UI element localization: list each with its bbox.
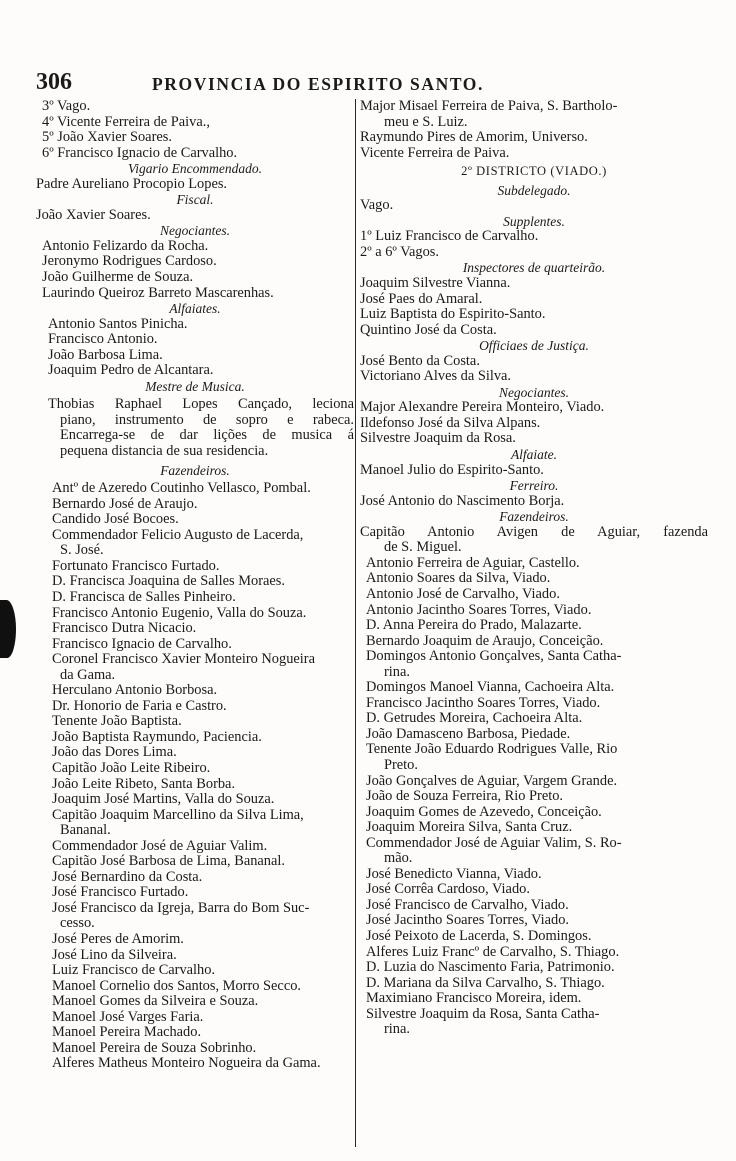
section-heading: Fazendeiros.	[499, 509, 569, 525]
entry-line: Raymundo Pires de Amorim, Universo.	[360, 130, 588, 146]
left-column	[36, 99, 354, 1072]
entry-line: João de Souza Ferreira, Rio Preto.	[366, 789, 564, 805]
entry-line: Antonio Jacintho Soares Torres, Viado.	[366, 602, 592, 618]
entry-line: Commendador Felicio Augusto de Lacerda,	[52, 527, 304, 543]
entry-line: José Lino da Silveira.	[52, 947, 177, 963]
entry-line: mão.	[384, 851, 413, 867]
entry-line: 2º a 6º Vagos.	[360, 244, 440, 260]
entry-line: José Jacintho Soares Torres, Viado.	[366, 913, 570, 929]
entry-line: Fortunato Francisco Furtado.	[52, 558, 220, 574]
entry-line: Major Alexandre Pereira Monteiro, Viado.	[360, 400, 605, 416]
entry-line: José Bento da Costa.	[360, 353, 480, 369]
entry-line: Ildefonso José da Silva Alpans.	[360, 415, 541, 431]
section-heading: Alfaiate.	[510, 447, 558, 463]
section-heading: Fiscal.	[176, 192, 214, 208]
entry-line: Tenente João Eduardo Rodrigues Valle, Rio	[366, 742, 618, 758]
entry-line: Antº de Azeredo Coutinho Vellasco, Pombal.	[52, 481, 311, 497]
entry-line: 5º João Xavier Soares.	[42, 130, 172, 146]
entry-line: João Xavier Soares.	[36, 207, 151, 223]
entry-line: Quintino José da Costa.	[360, 322, 497, 338]
entry-line: rina.	[384, 1022, 410, 1038]
entry-line: 6º Francisco Ignacio de Carvalho.	[42, 145, 238, 161]
entry-line: Bananal.	[60, 823, 111, 839]
entry-line: D. Getrudes Moreira, Cachoeira Alta.	[366, 711, 583, 727]
entry-line: José Corrêa Cardoso, Viado.	[366, 882, 530, 898]
entry-line: D. Luzia do Nascimento Faria, Patrimonio.	[366, 960, 615, 976]
entry-line: Manoel Julio do Espirito-Santo.	[360, 462, 544, 478]
entry-line: Manoel Pereira de Souza Sobrinho.	[52, 1040, 257, 1056]
entry-line: D. Francisca Joaquina de Salles Moraes.	[52, 574, 285, 590]
entry-line: Bernardo José de Araujo.	[52, 496, 198, 512]
entry-line: 1º Luiz Francisco de Carvalho.	[360, 229, 539, 245]
entry-line: 4º Vicente Ferreira de Paiva.,	[42, 114, 210, 130]
entry-line: Dr. Honorio de Faria e Castro.	[52, 698, 227, 714]
entry-line: João Damasceno Barbosa, Piedade.	[366, 726, 571, 742]
entry-line: Vicente Ferreira de Paiva.	[360, 145, 510, 161]
district-heading: 2º DISTRICTO (VIADO.)	[461, 164, 607, 179]
entry-line: Vago.	[360, 198, 394, 214]
entry-line: José Bernardino da Costa.	[52, 869, 203, 885]
entry-line: José Benedicto Vianna, Viado.	[366, 866, 542, 882]
entry-line: Antonio Ferreira de Aguiar, Castello.	[366, 555, 580, 571]
entry-line: Joaquim José Martins, Valla do Souza.	[52, 792, 275, 808]
entry-line: Manoel Pereira Machado.	[52, 1025, 202, 1041]
entry-line: Silvestre Joaquim da Rosa.	[360, 431, 516, 447]
entry-line: Joaquim Pedro de Alcantara.	[48, 363, 214, 379]
entry-line: Preto.	[384, 757, 418, 773]
entry-line: Commendador José de Aguiar Valim, S. Ro-	[366, 835, 622, 851]
entry-line: Capitão José Barbosa de Lima, Bananal.	[52, 854, 285, 870]
entry-line: Francisco Ignacio de Carvalho.	[52, 636, 232, 652]
entry-line: D. Anna Pereira do Prado, Malazarte.	[366, 618, 582, 634]
entry-line: Commendador José de Aguiar Valim.	[52, 838, 268, 854]
entry-line: Bernardo Joaquim de Araujo, Conceição.	[366, 633, 604, 649]
entry-line: Luiz Francisco de Carvalho.	[52, 963, 216, 979]
entry-line: José Antonio do Nascimento Borja.	[360, 493, 565, 509]
entry-line: Alferes Luiz Francº de Carvalho, S. Thiago.	[366, 944, 620, 960]
entry-line: Antonio José de Carvalho, Viado.	[366, 586, 560, 602]
entry-line: Manoel José Varges Faria.	[52, 1009, 204, 1025]
entry-line: José Francisco da Igreja, Barra do Bom Suc-	[52, 900, 310, 916]
entry-line: Antonio Felizardo da Rocha.	[42, 238, 209, 254]
section-heading: Negociantes.	[159, 223, 231, 239]
section-heading: Mestre de Musica.	[145, 378, 245, 394]
section-heading: Negociantes.	[498, 384, 570, 400]
entry-line: Capitão João Leite Ribeiro.	[52, 760, 211, 776]
page-header	[36, 70, 696, 94]
entry-line: Joaquim Moreira Silva, Santa Cruz.	[366, 820, 573, 836]
entry-line: meu e S. Luiz.	[384, 114, 468, 130]
entry-line: Alferes Matheus Monteiro Nogueira da Gama.	[52, 1056, 321, 1072]
entry-line: Candido José Bocoes.	[52, 512, 179, 528]
entry-line: José Peixoto de Lacerda, S. Domingos.	[366, 928, 592, 944]
entry-line: José Francisco de Carvalho, Viado.	[366, 897, 569, 913]
entry-line: Luiz Baptista do Espirito-Santo.	[360, 307, 546, 323]
section-heading: Fazendeiros.	[160, 462, 230, 478]
section-heading: Supplentes.	[503, 213, 565, 229]
section-heading: Officiaes de Justiça.	[479, 338, 589, 354]
entry-line: S. José.	[60, 543, 104, 559]
entry-line: da Gama.	[60, 667, 116, 683]
section-heading: Inspectores de quarteirão.	[462, 260, 606, 276]
entry-line: Francisco Dutra Nicacio.	[52, 621, 197, 637]
entry-line: João das Dores Lima.	[52, 745, 177, 761]
entry-line: João Barbosa Lima.	[48, 347, 163, 363]
column-divider	[355, 99, 356, 1147]
entry-line: João Baptista Raymundo, Paciencia.	[52, 729, 262, 745]
entry-line: D. Mariana da Silva Carvalho, S. Thiago.	[366, 975, 605, 991]
entry-line: Padre Aureliano Procopio Lopes.	[36, 176, 228, 192]
entry-line: Joaquim Silvestre Vianna.	[360, 276, 511, 292]
ink-blot	[0, 600, 16, 658]
entry-line: Manoel Cornelio dos Santos, Morro Secco.	[52, 978, 302, 994]
entry-line: Thobias Raphael Lopes Cançado, leciona	[48, 397, 354, 413]
entry-line: Domingos Manoel Vianna, Cachoeira Alta.	[366, 680, 615, 696]
entry-line: Coronel Francisco Xavier Monteiro Nogueira	[52, 652, 315, 668]
entry-line: Francisco Jacintho Soares Torres, Viado.	[366, 695, 601, 711]
entry-line: João Leite Ribeto, Santa Borba.	[52, 776, 236, 792]
entry-line: Capitão Joaquim Marcellino da Silva Lima,	[52, 807, 304, 823]
entry-line: Antonio Santos Pinicha.	[48, 316, 188, 332]
section-heading: Vigario Encommendado.	[128, 161, 262, 177]
entry-line: cesso.	[60, 916, 95, 932]
section-heading: Alfaiates.	[169, 301, 221, 317]
entry-line: José Paes do Amaral.	[360, 291, 483, 307]
entry-line: Antonio Soares da Silva, Viado.	[366, 571, 551, 587]
section-heading: Ferreiro.	[509, 478, 559, 494]
entry-line: 3º Vago.	[42, 99, 91, 114]
entry-line: Francisco Antonio.	[48, 332, 158, 348]
entry-line: José Francisco Furtado.	[52, 885, 189, 901]
entry-line: Encarrega-se de dar lições de musica á	[60, 428, 354, 444]
entry-line: rina.	[384, 664, 410, 680]
entry-line: Silvestre Joaquim da Rosa, Santa Catha-	[366, 1006, 600, 1022]
page-number: 306	[36, 69, 72, 95]
entry-line: José Peres de Amorim.	[52, 931, 184, 947]
entry-line: Jeronymo Rodrigues Cardoso.	[42, 254, 217, 270]
entry-line: Laurindo Queiroz Barreto Mascarenhas.	[42, 285, 274, 301]
entry-line: Manoel Gomes da Silveira e Souza.	[52, 994, 259, 1010]
entry-line: Herculano Antonio Borbosa.	[52, 683, 218, 699]
entry-line: pequena distancia de sua residencia.	[60, 444, 269, 460]
right-column	[360, 99, 708, 1038]
entry-line: Tenente João Baptista.	[52, 714, 182, 730]
entry-line: piano, instrumento de sopro e rabeca.	[60, 412, 354, 428]
section-heading: Subdelegado.	[497, 182, 571, 198]
entry-line: D. Francisca de Salles Pinheiro.	[52, 589, 236, 605]
entry-line: Maximiano Francisco Moreira, idem.	[366, 991, 582, 1007]
entry-line: Francisco Antonio Eugenio, Valla do Souza.	[52, 605, 307, 621]
entry-line: Capitão Antonio Avigen de Aguiar, fazenda	[360, 524, 708, 540]
entry-line: Joaquim Gomes de Azevedo, Conceição.	[366, 804, 602, 820]
entry-line: Domingos Antonio Gonçalves, Santa Catha-	[366, 649, 622, 665]
entry-line: de S. Miguel.	[384, 540, 462, 556]
entry-line: Major Misael Ferreira de Paiva, S. Bartholo-	[360, 99, 618, 114]
entry-line: João Gonçalves de Aguiar, Vargem Grande.	[366, 773, 618, 789]
page-title: PROVINCIA DO ESPIRITO SANTO.	[152, 74, 484, 94]
entry-line: Victoriano Alves da Silva.	[360, 369, 512, 385]
entry-line: João Guilherme de Souza.	[42, 270, 194, 286]
